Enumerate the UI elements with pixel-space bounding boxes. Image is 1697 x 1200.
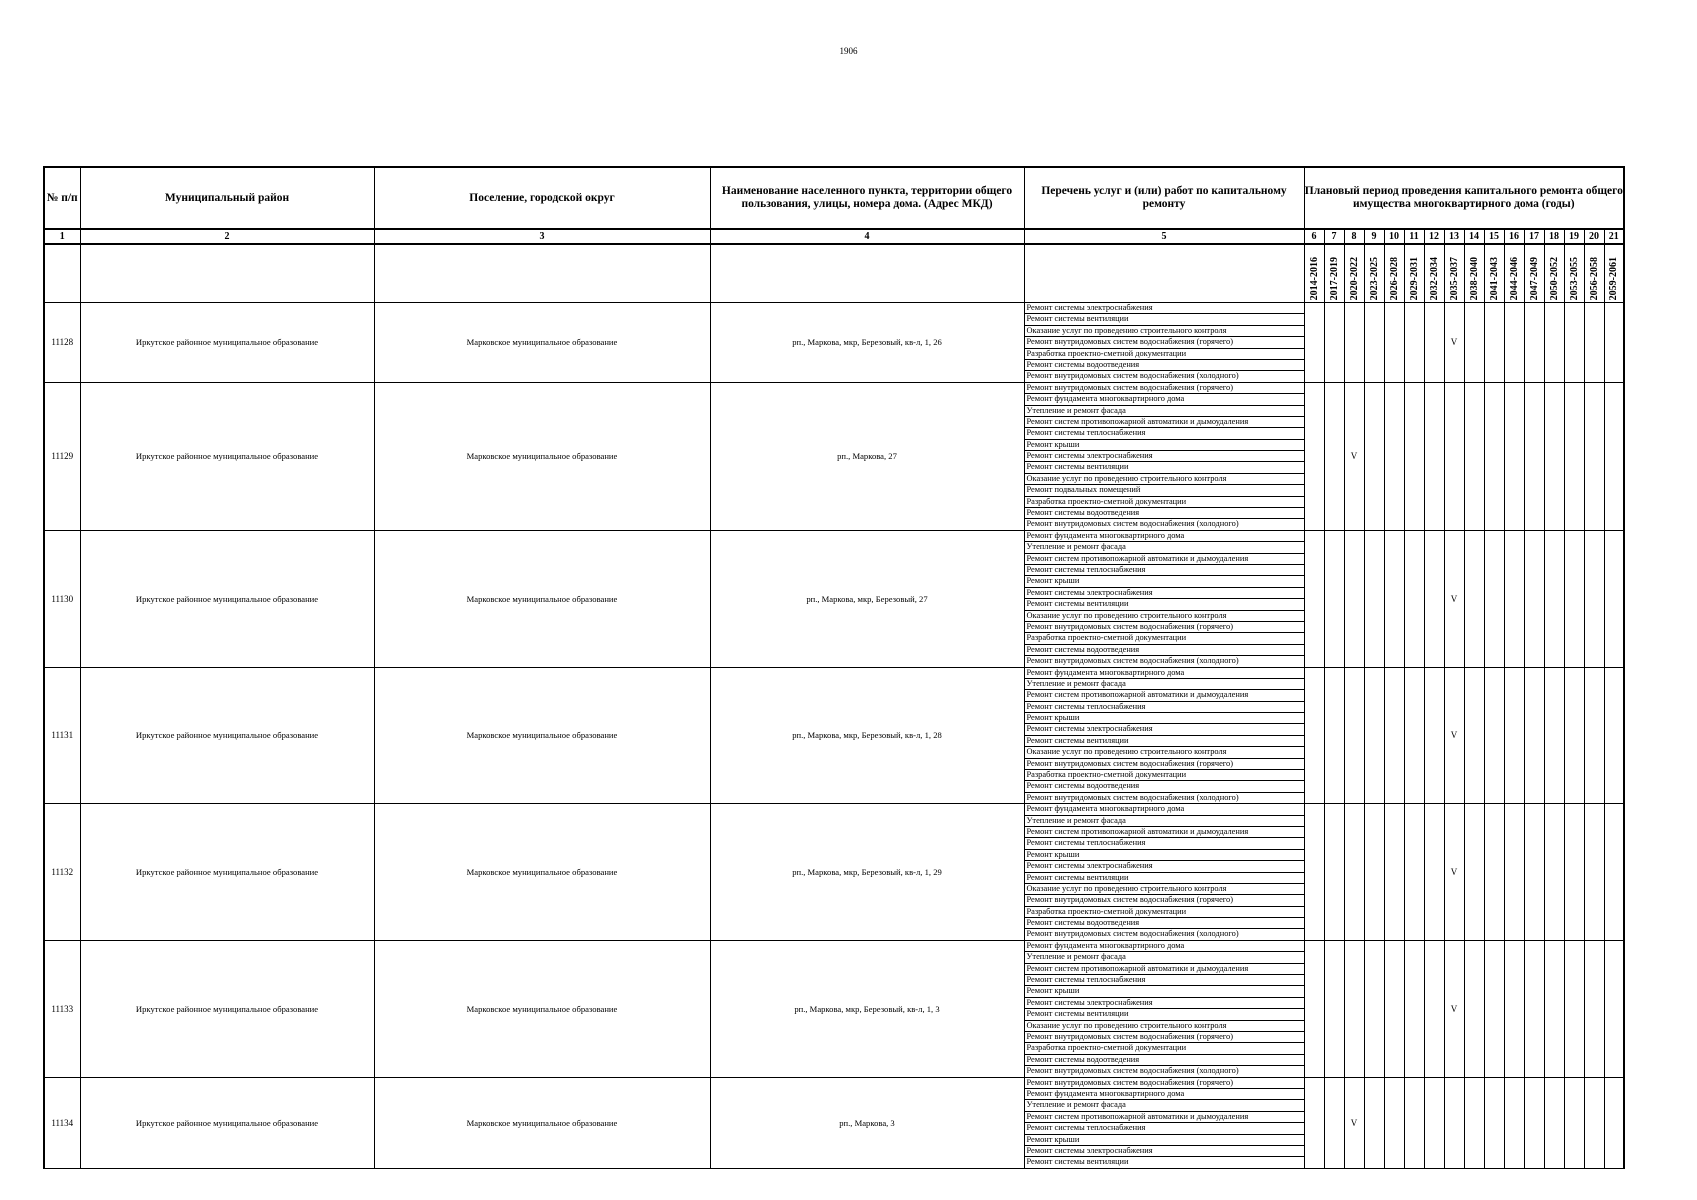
- period-mark-cell: [1504, 804, 1524, 941]
- period-mark-cell: [1504, 530, 1524, 667]
- period-mark-cell: [1544, 530, 1564, 667]
- period-mark-cell: [1324, 1077, 1344, 1168]
- work-item: Разработка проектно-сметной документации: [1025, 497, 1304, 508]
- period-cell: [1364, 244, 1384, 303]
- row-number: 11128: [44, 303, 80, 383]
- work-item: Ремонт внутридомовых систем водоснабжения (горячего): [1025, 383, 1304, 394]
- period-mark-cell: [1484, 940, 1504, 1077]
- period-mark-cell: [1304, 804, 1324, 941]
- column-number: 6: [1304, 229, 1324, 244]
- work-item: Ремонт системы вентиляции: [1025, 462, 1304, 473]
- period-mark-cell: [1384, 530, 1404, 667]
- period-cell: [1504, 244, 1524, 303]
- works-list: [1024, 382, 1304, 530]
- period-mark-cell: [1604, 382, 1624, 530]
- works-list: [1024, 1077, 1304, 1168]
- period-mark-cell: [1464, 303, 1484, 383]
- period-mark: V: [1444, 530, 1464, 667]
- column-number: 4: [710, 229, 1024, 244]
- works-list: [1024, 804, 1304, 941]
- period-mark-cell: [1444, 382, 1464, 530]
- work-item: Ремонт системы электроснабжения: [1025, 1146, 1304, 1157]
- work-item: Ремонт системы электроснабжения: [1025, 303, 1304, 314]
- period-cell: [1344, 244, 1364, 303]
- work-item: Ремонт системы теплоснабжения: [1025, 838, 1304, 849]
- column-number: 17: [1524, 229, 1544, 244]
- period-mark-cell: [1404, 382, 1424, 530]
- period-mark-cell: [1424, 303, 1444, 383]
- work-item: Ремонт системы теплоснабжения: [1025, 702, 1304, 713]
- work-item: Ремонт крыши: [1025, 713, 1304, 724]
- column-number: 20: [1584, 229, 1604, 244]
- period-mark-cell: [1464, 382, 1484, 530]
- period-mark-cell: [1564, 303, 1584, 383]
- work-item: Ремонт системы электроснабжения: [1025, 861, 1304, 872]
- period-mark-cell: [1504, 940, 1524, 1077]
- period-mark-cell: [1484, 382, 1504, 530]
- table-row: [44, 667, 1624, 804]
- work-item: Ремонт подвальных помещений: [1025, 485, 1304, 496]
- period-label: 2035-2037: [1448, 256, 1460, 300]
- work-item: Ремонт крыши: [1025, 986, 1304, 997]
- period-cell: [1404, 244, 1424, 303]
- work-item: Ремонт внутридомовых систем водоснабжения (горячего): [1025, 622, 1304, 633]
- work-item: Ремонт системы вентиляции: [1025, 873, 1304, 884]
- period-mark: V: [1444, 804, 1464, 941]
- column-number: 8: [1344, 229, 1364, 244]
- period-mark-cell: [1364, 303, 1384, 383]
- period-mark-cell: [1484, 303, 1504, 383]
- period-mark-cell: [1524, 1077, 1544, 1168]
- period-mark-cell: [1584, 303, 1604, 383]
- work-item: Разработка проектно-сметной документации: [1025, 770, 1304, 781]
- district-cell: Иркутское районное муниципальное образование: [80, 382, 374, 530]
- address-cell: рп., Маркова, 27: [710, 382, 1024, 530]
- column-number: 13: [1444, 229, 1464, 244]
- period-mark-cell: [1424, 940, 1444, 1077]
- row-number: 11133: [44, 940, 80, 1077]
- work-item: Ремонт системы водоотведения: [1025, 360, 1304, 371]
- work-item: Ремонт системы вентиляции: [1025, 599, 1304, 610]
- column-number: 2: [80, 229, 374, 244]
- period-mark: V: [1444, 303, 1464, 383]
- blank-cell: [80, 244, 374, 303]
- period-mark-cell: [1324, 940, 1344, 1077]
- work-item: Ремонт системы электроснабжения: [1025, 588, 1304, 599]
- period-mark: V: [1344, 382, 1364, 530]
- column-number: 19: [1564, 229, 1584, 244]
- column-number: 5: [1024, 229, 1304, 244]
- row-number: 11132: [44, 804, 80, 941]
- work-item: Ремонт системы водоотведения: [1025, 1055, 1304, 1066]
- period-mark-cell: [1324, 382, 1344, 530]
- period-mark-cell: [1444, 1077, 1464, 1168]
- column-number: 12: [1424, 229, 1444, 244]
- works-list: [1024, 303, 1304, 383]
- period-mark-cell: [1304, 1077, 1324, 1168]
- work-item: Утепление и ремонт фасада: [1025, 1100, 1304, 1111]
- settlement-cell: Марковское муниципальное образование: [374, 804, 710, 941]
- work-item: Утепление и ремонт фасада: [1025, 816, 1304, 827]
- period-label: 2026-2028: [1388, 256, 1400, 300]
- period-cell: [1544, 244, 1564, 303]
- header-works: Перечень услуг и (или) работ по капитальному ремонту: [1024, 167, 1304, 229]
- period-cell: [1584, 244, 1604, 303]
- settlement-cell: Марковское муниципальное образование: [374, 530, 710, 667]
- table-row: [44, 1077, 1624, 1168]
- row-number: 11131: [44, 667, 80, 804]
- period-label: 2059-2061: [1608, 256, 1620, 300]
- work-item: Ремонт системы теплоснабжения: [1025, 975, 1304, 986]
- period-mark-cell: [1524, 382, 1544, 530]
- period-mark-cell: [1604, 667, 1624, 804]
- work-item: Утепление и ремонт фасада: [1025, 542, 1304, 553]
- district-cell: Иркутское районное муниципальное образование: [80, 667, 374, 804]
- period-mark-cell: [1564, 530, 1584, 667]
- period-mark-cell: [1424, 530, 1444, 667]
- period-mark-cell: [1524, 303, 1544, 383]
- page-number: 1906: [839, 46, 858, 56]
- work-item: Оказание услуг по проведению строительного контроля: [1025, 1021, 1304, 1032]
- work-item: Утепление и ремонт фасада: [1025, 679, 1304, 690]
- period-mark-cell: [1484, 1077, 1504, 1168]
- work-item: Ремонт крыши: [1025, 576, 1304, 587]
- column-number: 15: [1484, 229, 1504, 244]
- work-item: Ремонт крыши: [1025, 440, 1304, 451]
- work-item: Оказание услуг по проведению строительного контроля: [1025, 884, 1304, 895]
- period-mark-cell: [1364, 530, 1384, 667]
- table-row: [44, 382, 1624, 530]
- header-settlement: Поселение, городской округ: [374, 167, 710, 229]
- period-mark-cell: [1584, 530, 1604, 667]
- address-cell: рп., Маркова, мкр, Березовый, кв-л, 1, 3: [710, 940, 1024, 1077]
- period-mark-cell: [1344, 940, 1364, 1077]
- period-mark-cell: [1504, 1077, 1524, 1168]
- work-item: Ремонт систем противопожарной автоматики и дымоудаления: [1025, 690, 1304, 701]
- period-mark-cell: [1304, 382, 1324, 530]
- work-item: Ремонт внутридомовых систем водоснабжения (холодного): [1026, 792, 1239, 802]
- period-mark-cell: [1384, 1077, 1404, 1168]
- period-mark-cell: [1304, 940, 1324, 1077]
- period-mark-cell: [1384, 940, 1404, 1077]
- work-item: Оказание услуг по проведению строительного контроля: [1025, 474, 1304, 485]
- period-cell: [1324, 244, 1344, 303]
- period-mark-cell: [1324, 667, 1344, 804]
- work-item: Ремонт внутридомовых систем водоснабжения (холодного): [1026, 656, 1239, 666]
- period-mark-cell: [1544, 940, 1564, 1077]
- works-list: [1024, 940, 1304, 1077]
- table-row: [44, 940, 1624, 1077]
- period-mark-cell: [1344, 804, 1364, 941]
- period-mark-cell: [1584, 1077, 1604, 1168]
- period-mark-cell: [1484, 804, 1504, 941]
- period-cell: [1484, 244, 1504, 303]
- row-number: 11134: [44, 1077, 80, 1168]
- work-item: Ремонт системы вентиляции: [1026, 1157, 1129, 1167]
- blank-cell: [374, 244, 710, 303]
- period-label: 2047-2049: [1528, 256, 1540, 300]
- period-mark-cell: [1324, 303, 1344, 383]
- table-row: [44, 530, 1624, 667]
- column-number: 3: [374, 229, 710, 244]
- period-mark-cell: [1464, 667, 1484, 804]
- blank-cell: [44, 244, 80, 303]
- period-mark: V: [1444, 667, 1464, 804]
- address-cell: рп., Маркова, мкр, Березовый, кв-л, 1, 29: [710, 804, 1024, 941]
- period-label: 2023-2025: [1368, 256, 1380, 300]
- period-mark-cell: [1564, 1077, 1584, 1168]
- address-cell: рп., Маркова, 3: [710, 1077, 1024, 1168]
- work-item: Оказание услуг по проведению строительного контроля: [1025, 611, 1304, 622]
- work-item: Ремонт внутридомовых систем водоснабжения (холодного): [1026, 929, 1239, 939]
- period-mark-cell: [1544, 804, 1564, 941]
- period-mark-cell: [1544, 1077, 1564, 1168]
- period-mark-cell: [1604, 530, 1624, 667]
- period-mark-cell: [1464, 1077, 1484, 1168]
- work-item: Ремонт системы теплоснабжения: [1025, 565, 1304, 576]
- period-mark-cell: [1364, 667, 1384, 804]
- period-mark-cell: [1544, 667, 1564, 804]
- address-cell: рп., Маркова, мкр, Березовый, кв-л, 1, 26: [710, 303, 1024, 383]
- row-number: 11130: [44, 530, 80, 667]
- work-item: Ремонт системы водоотведения: [1025, 508, 1304, 519]
- work-item: Ремонт системы вентиляции: [1025, 314, 1304, 325]
- period-mark-cell: [1364, 804, 1384, 941]
- work-item: Ремонт системы электроснабжения: [1025, 451, 1304, 462]
- period-mark-cell: [1544, 303, 1564, 383]
- work-item: Ремонт фундамента многоквартирного дома: [1025, 1089, 1304, 1100]
- work-item: Ремонт системы электроснабжения: [1025, 724, 1304, 735]
- period-mark-cell: [1384, 667, 1404, 804]
- work-item: Ремонт внутридомовых систем водоснабжения (горячего): [1025, 337, 1304, 348]
- work-item: Ремонт систем противопожарной автоматики и дымоудаления: [1025, 827, 1304, 838]
- work-item: Ремонт фундамента многоквартирного дома: [1025, 668, 1304, 679]
- period-mark: V: [1344, 1077, 1364, 1168]
- period-mark-cell: [1424, 804, 1444, 941]
- period-mark-cell: [1564, 382, 1584, 530]
- work-item: Ремонт внутридомовых систем водоснабжения (холодного): [1026, 519, 1239, 529]
- period-mark-cell: [1604, 940, 1624, 1077]
- work-item: Ремонт системы вентиляции: [1025, 736, 1304, 747]
- work-item: Ремонт систем противопожарной автоматики и дымоудаления: [1025, 554, 1304, 565]
- work-item: Ремонт фундамента многоквартирного дома: [1025, 531, 1304, 542]
- period-mark-cell: [1524, 940, 1544, 1077]
- period-mark-cell: [1424, 1077, 1444, 1168]
- period-mark-cell: [1424, 382, 1444, 530]
- period-mark-cell: [1584, 382, 1604, 530]
- period-cell: [1604, 244, 1624, 303]
- work-item: Ремонт крыши: [1025, 850, 1304, 861]
- district-cell: Иркутское районное муниципальное образование: [80, 1077, 374, 1168]
- work-item: Разработка проектно-сметной документации: [1025, 349, 1304, 360]
- work-item: Ремонт внутридомовых систем водоснабжения (горячего): [1025, 1032, 1304, 1043]
- settlement-cell: Марковское муниципальное образование: [374, 303, 710, 383]
- work-item: Ремонт системы водоотведения: [1025, 781, 1304, 792]
- column-number: 14: [1464, 229, 1484, 244]
- period-label: 2056-2058: [1588, 256, 1600, 300]
- work-item: Ремонт фундамента многоквартирного дома: [1025, 941, 1304, 952]
- district-cell: Иркутское районное муниципальное образование: [80, 804, 374, 941]
- work-item: Ремонт систем противопожарной автоматики и дымоудаления: [1025, 964, 1304, 975]
- work-item: Ремонт внутридомовых систем водоснабжения (горячего): [1025, 895, 1304, 906]
- address-cell: рп., Маркова, мкр, Березовый, кв-л, 1, 28: [710, 667, 1024, 804]
- period-mark-cell: [1324, 804, 1344, 941]
- header-period: Плановый период проведения капитального ремонта общего имущества многоквартирного дома (годы): [1304, 167, 1624, 229]
- settlement-cell: Марковское муниципальное образование: [374, 1077, 710, 1168]
- period-mark-cell: [1384, 804, 1404, 941]
- district-cell: Иркутское районное муниципальное образование: [80, 303, 374, 383]
- period-mark-cell: [1584, 940, 1604, 1077]
- period-mark-cell: [1464, 804, 1484, 941]
- work-item: Разработка проектно-сметной документации: [1025, 907, 1304, 918]
- period-mark-cell: [1304, 667, 1324, 804]
- work-item: Ремонт системы электроснабжения: [1025, 998, 1304, 1009]
- period-mark-cell: [1524, 667, 1544, 804]
- period-mark-cell: [1324, 530, 1344, 667]
- period-mark-cell: [1504, 303, 1524, 383]
- period-mark-cell: [1604, 303, 1624, 383]
- period-label: 2020-2022: [1348, 256, 1360, 300]
- period-cell: [1424, 244, 1444, 303]
- work-item: Ремонт крыши: [1025, 1135, 1304, 1146]
- period-mark-cell: [1524, 530, 1544, 667]
- period-label: 2053-2055: [1568, 256, 1580, 300]
- work-item: Утепление и ремонт фасада: [1025, 952, 1304, 963]
- table-row: [44, 804, 1624, 941]
- period-mark-cell: [1304, 303, 1324, 383]
- period-label: 2044-2046: [1508, 256, 1520, 300]
- period-mark: V: [1444, 940, 1464, 1077]
- period-cell: [1444, 244, 1464, 303]
- work-item: Ремонт фундамента многоквартирного дома: [1025, 394, 1304, 405]
- period-mark-cell: [1404, 303, 1424, 383]
- period-mark-cell: [1504, 667, 1524, 804]
- period-mark-cell: [1524, 804, 1544, 941]
- column-number: 7: [1324, 229, 1344, 244]
- work-item: Ремонт системы вентиляции: [1025, 1009, 1304, 1020]
- work-item: Ремонт внутридомовых систем водоснабжения (горячего): [1025, 759, 1304, 770]
- period-mark-cell: [1544, 382, 1564, 530]
- period-cell: [1464, 244, 1484, 303]
- district-cell: Иркутское районное муниципальное образование: [80, 940, 374, 1077]
- period-mark-cell: [1404, 940, 1424, 1077]
- period-mark-cell: [1604, 804, 1624, 941]
- period-mark-cell: [1564, 667, 1584, 804]
- period-label: 2029-2031: [1408, 256, 1420, 300]
- settlement-cell: Марковское муниципальное образование: [374, 940, 710, 1077]
- period-label: 2038-2040: [1468, 256, 1480, 300]
- period-label: 2041-2043: [1488, 256, 1500, 300]
- period-mark-cell: [1504, 382, 1524, 530]
- work-item: Ремонт внутридомовых систем водоснабжения (горячего): [1025, 1078, 1304, 1089]
- period-mark-cell: [1564, 804, 1584, 941]
- district-cell: Иркутское районное муниципальное образование: [80, 530, 374, 667]
- period-mark-cell: [1304, 530, 1324, 667]
- period-label: 2050-2052: [1548, 256, 1560, 300]
- row-number: 11129: [44, 382, 80, 530]
- column-number: 10: [1384, 229, 1404, 244]
- period-mark-cell: [1344, 303, 1364, 383]
- period-cell: [1304, 244, 1324, 303]
- works-list: [1024, 667, 1304, 804]
- work-item: Ремонт системы водоотведения: [1025, 918, 1304, 929]
- work-item: Разработка проектно-сметной документации: [1025, 1043, 1304, 1054]
- period-cell: [1524, 244, 1544, 303]
- column-number: 11: [1404, 229, 1424, 244]
- period-label: 2014-2016: [1308, 256, 1320, 300]
- period-mark-cell: [1404, 530, 1424, 667]
- work-item: Ремонт внутридомовых систем водоснабжения (холодного): [1026, 1066, 1239, 1076]
- work-item: Ремонт фундамента многоквартирного дома: [1025, 804, 1304, 815]
- works-list: [1024, 530, 1304, 667]
- period-mark-cell: [1424, 667, 1444, 804]
- work-item: Ремонт системы теплоснабжения: [1025, 1123, 1304, 1134]
- period-cell: [1384, 244, 1404, 303]
- work-item: Оказание услуг по проведению строительного контроля: [1025, 747, 1304, 758]
- settlement-cell: Марковское муниципальное образование: [374, 382, 710, 530]
- work-item: Ремонт внутридомовых систем водоснабжения (холодного): [1026, 371, 1239, 381]
- period-mark-cell: [1404, 667, 1424, 804]
- period-header-row: [44, 244, 1624, 303]
- period-mark-cell: [1604, 1077, 1624, 1168]
- period-mark-cell: [1484, 667, 1504, 804]
- work-item: Оказание услуг по проведению строительного контроля: [1025, 326, 1304, 337]
- work-item: Ремонт систем противопожарной автоматики и дымоудаления: [1025, 1112, 1304, 1123]
- address-cell: рп., Маркова, мкр, Березовый, 27: [710, 530, 1024, 667]
- settlement-cell: Марковское муниципальное образование: [374, 667, 710, 804]
- period-mark-cell: [1344, 530, 1364, 667]
- capital-repair-table: [43, 166, 1625, 1169]
- period-mark-cell: [1564, 940, 1584, 1077]
- period-mark-cell: [1484, 530, 1504, 667]
- header-district: Муниципальный район: [80, 167, 374, 229]
- period-label: 2032-2034: [1428, 256, 1440, 300]
- column-number: 9: [1364, 229, 1384, 244]
- period-mark-cell: [1404, 1077, 1424, 1168]
- period-mark-cell: [1364, 1077, 1384, 1168]
- period-mark-cell: [1464, 940, 1484, 1077]
- period-mark-cell: [1384, 303, 1404, 383]
- blank-cell: [1024, 244, 1304, 303]
- table-row: [44, 303, 1624, 383]
- column-number: 18: [1544, 229, 1564, 244]
- column-number-row: [44, 229, 1624, 244]
- period-label: 2017-2019: [1328, 256, 1340, 300]
- work-item: Утепление и ремонт фасада: [1025, 406, 1304, 417]
- period-cell: [1564, 244, 1584, 303]
- period-mark-cell: [1584, 804, 1604, 941]
- period-mark-cell: [1364, 940, 1384, 1077]
- header-number: № п/п: [44, 167, 80, 229]
- column-number: 16: [1504, 229, 1524, 244]
- column-number: 1: [44, 229, 80, 244]
- work-item: Ремонт систем противопожарной автоматики и дымоудаления: [1025, 417, 1304, 428]
- period-mark-cell: [1364, 382, 1384, 530]
- work-item: Ремонт системы теплоснабжения: [1025, 428, 1304, 439]
- column-number: 21: [1604, 229, 1624, 244]
- work-item: Ремонт системы водоотведения: [1025, 645, 1304, 656]
- work-item: Разработка проектно-сметной документации: [1025, 633, 1304, 644]
- period-mark-cell: [1344, 667, 1364, 804]
- period-mark-cell: [1464, 530, 1484, 667]
- blank-cell: [710, 244, 1024, 303]
- period-mark-cell: [1384, 382, 1404, 530]
- header-address: Наименование населенного пункта, территории общего пользования, улицы, номера дома. (Адрес МКД): [710, 167, 1024, 229]
- period-mark-cell: [1404, 804, 1424, 941]
- period-mark-cell: [1584, 667, 1604, 804]
